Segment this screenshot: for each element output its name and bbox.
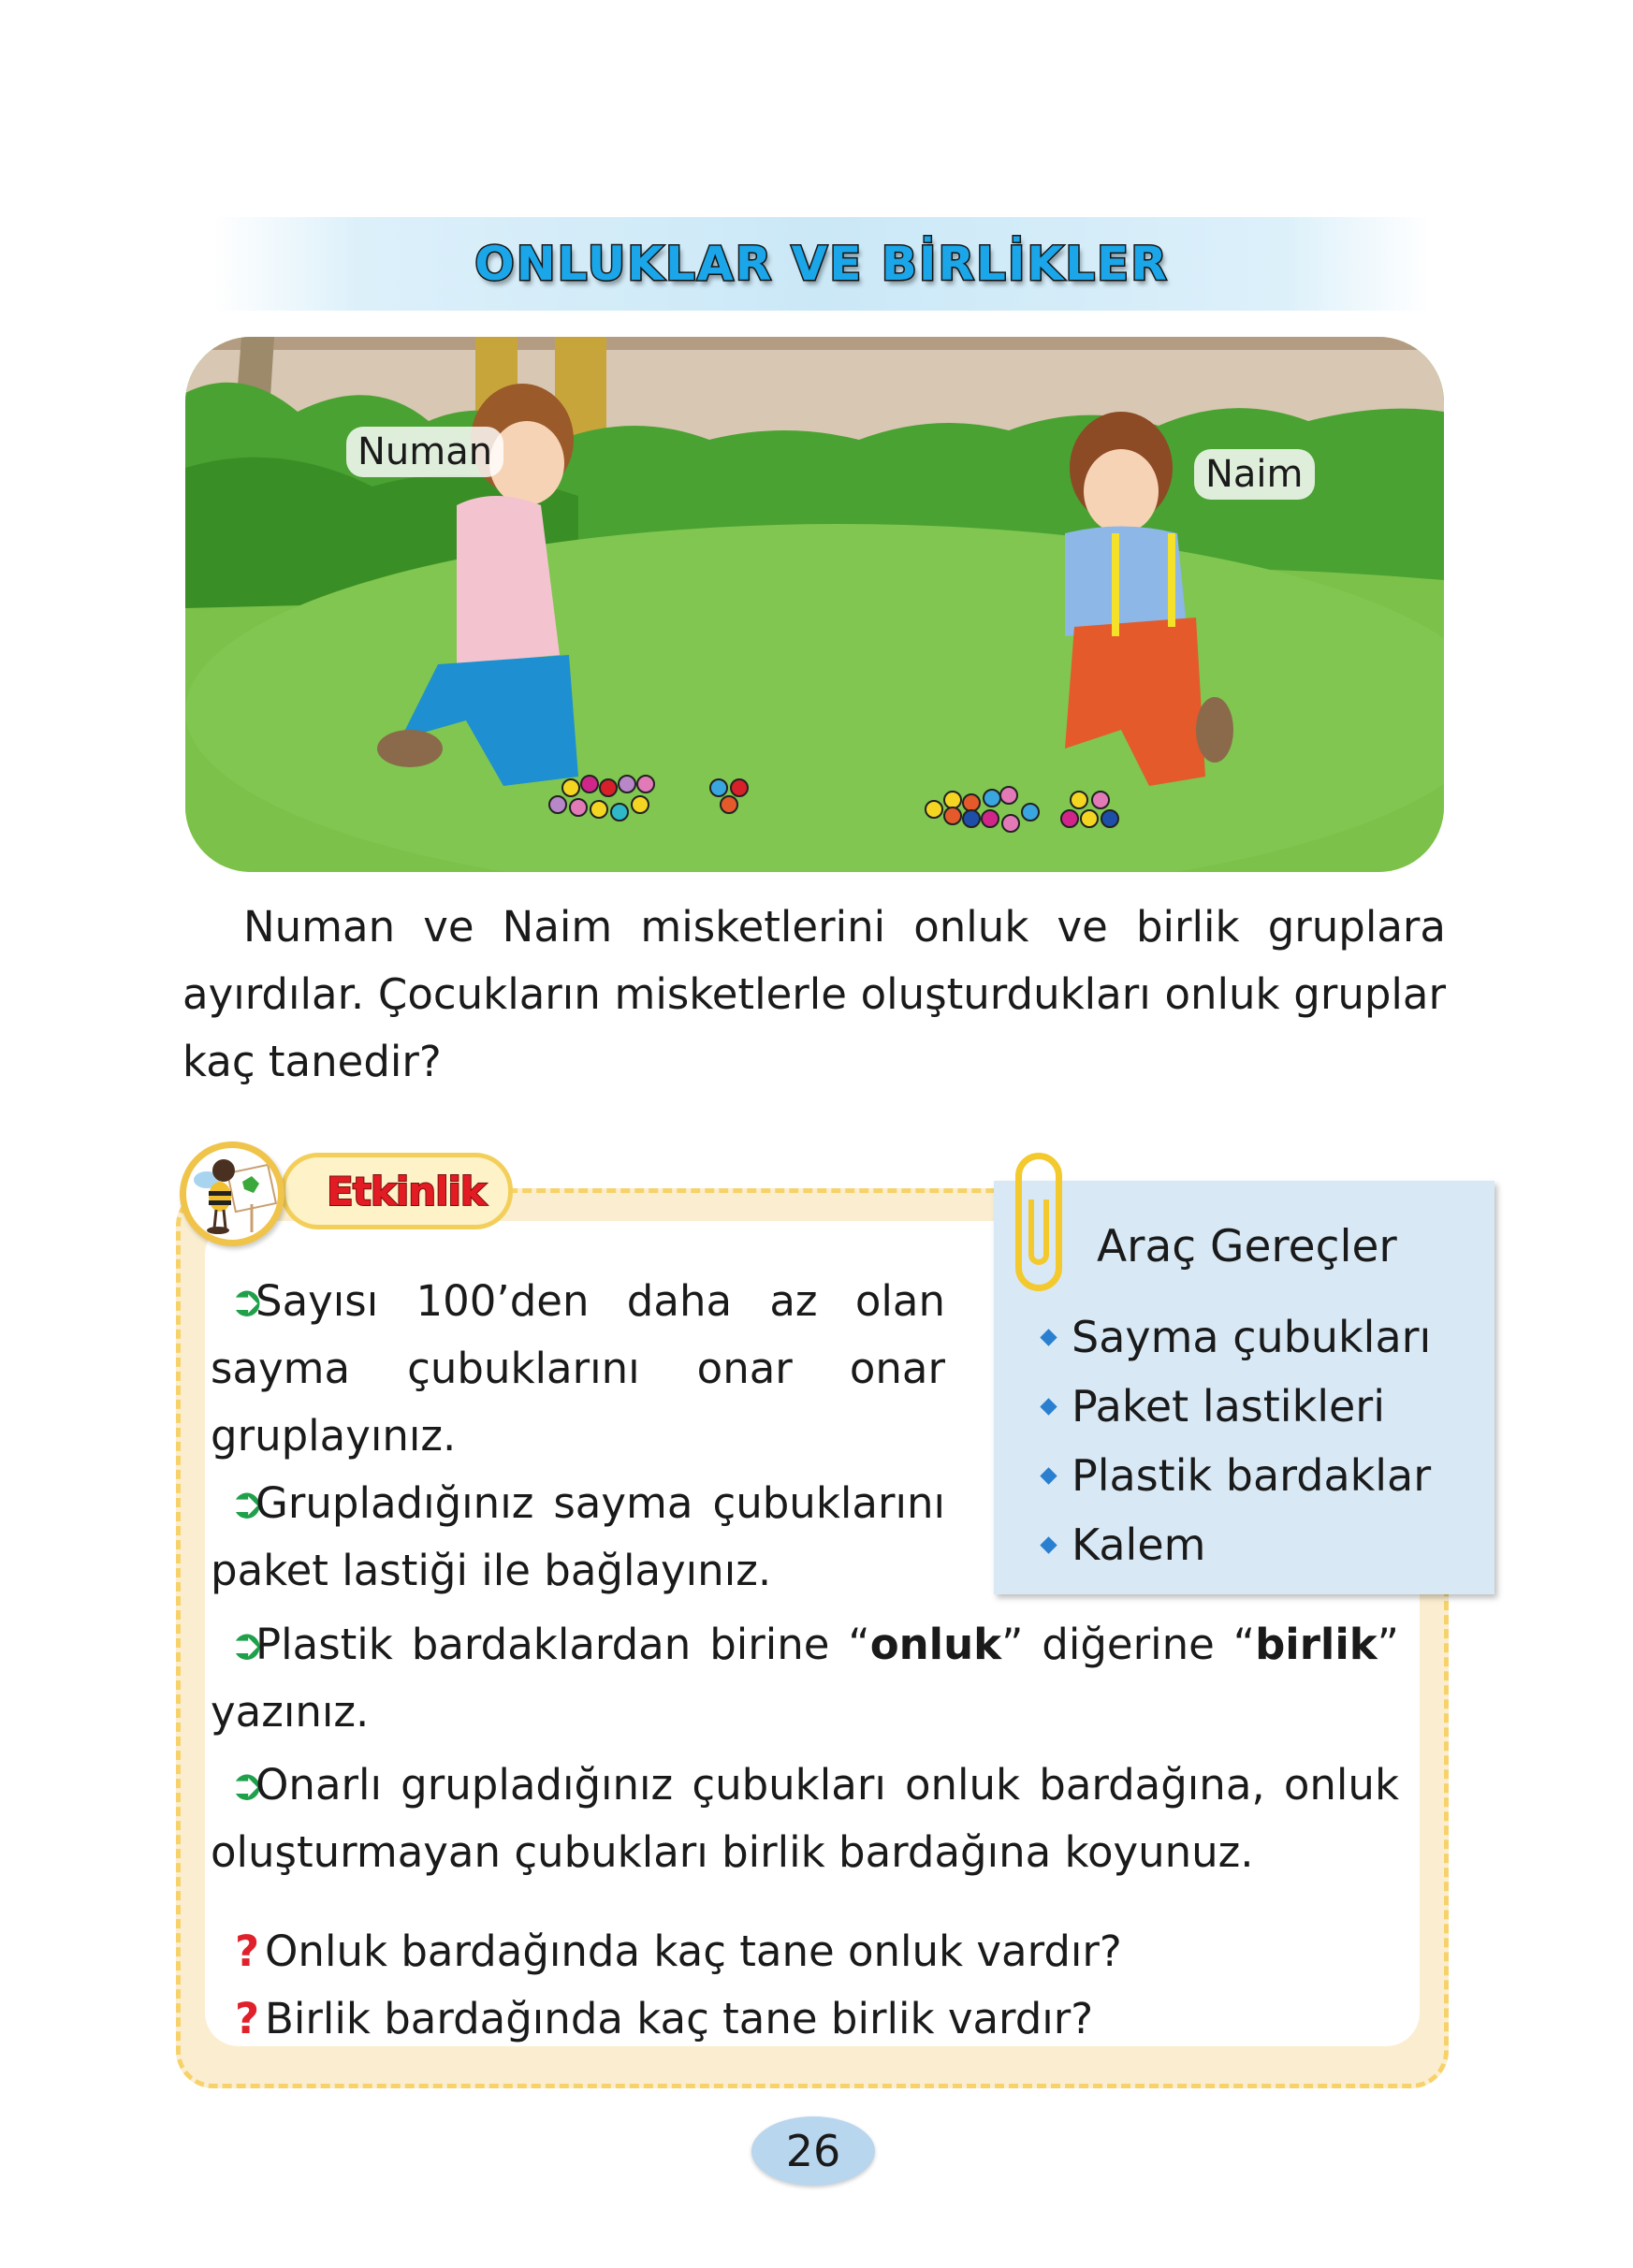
bee-icon xyxy=(186,1148,278,1240)
step-4 xyxy=(211,1752,1399,1886)
arrow-icon: ➲ xyxy=(229,1276,265,1326)
step-4-text: Onarlı grupladığınız çubukları onluk bardağına, onluk oluşturmayan çubukları birlik bardağına koyunuz. xyxy=(211,1760,1399,1877)
step-1 xyxy=(211,1268,945,1470)
step-3-text-c: ” yazınız. xyxy=(211,1620,1399,1737)
step-3-bold-onluk: onluk xyxy=(869,1620,1002,1669)
illustration-marbles xyxy=(185,337,1444,872)
activity-steps-top xyxy=(211,1268,945,1605)
step-2-text: Grupladığınız sayma çubuklarını paket lastiği ile bağlayınız. xyxy=(211,1478,945,1595)
materials-item-label: Paket lastikleri xyxy=(1072,1381,1385,1432)
materials-item-label: Plastik bardaklar xyxy=(1072,1450,1432,1501)
materials-title: Araç Gereçler xyxy=(1097,1221,1397,1272)
question-2 xyxy=(211,1985,1399,2053)
materials-item-label: Kalem xyxy=(1072,1519,1206,1570)
activity-badge xyxy=(281,1153,513,1229)
arrow-icon: ➲ xyxy=(229,1620,265,1669)
materials-item xyxy=(1042,1302,1431,1372)
scene-drawing xyxy=(185,337,1444,872)
arrow-icon: ➲ xyxy=(229,1478,265,1528)
activity-questions xyxy=(211,1918,1399,2053)
page-title: ONLUKLAR VE BİRLİKLER xyxy=(474,237,1169,291)
question-icon: ? xyxy=(235,1994,260,2043)
materials-item-label: Sayma çubukları xyxy=(1072,1312,1432,1362)
label-naim: Naim xyxy=(1194,449,1315,500)
step-3 xyxy=(211,1611,1399,1746)
step-2 xyxy=(211,1470,945,1605)
diamond-bullet-icon xyxy=(1040,1467,1057,1484)
materials-list xyxy=(1042,1302,1431,1579)
step-3-text-b: ” diğerine “ xyxy=(1001,1620,1256,1669)
diamond-bullet-icon xyxy=(1040,1329,1057,1345)
diamond-bullet-icon xyxy=(1040,1398,1057,1415)
activity-steps-bottom xyxy=(211,1611,1399,1886)
materials-item xyxy=(1042,1510,1431,1579)
step-3-text-a: Plastik bardaklardan birine “ xyxy=(255,1620,870,1669)
step-1-text: Sayısı 100’den daha az olan sayma çubuklarını onar onar gruplayınız. xyxy=(211,1276,945,1461)
activity-badge-label: Etkinlik xyxy=(327,1168,486,1214)
step-3-bold-birlik: birlik xyxy=(1255,1620,1378,1669)
question-2-text: Birlik bardağında kaç tane birlik vardır? xyxy=(265,1994,1094,2043)
page-number: 26 xyxy=(751,2116,875,2186)
bee-painter-icon xyxy=(180,1141,284,1246)
label-numan: Numan xyxy=(346,427,503,477)
arrow-icon: ➲ xyxy=(229,1760,265,1810)
paperclip-inner xyxy=(1028,1199,1049,1265)
intro-text: Numan ve Naim misketlerini onluk ve birlik gruplara ayırdılar. Çocukların misketlerle oluşturdukları onluk gruplar kaç tanedir? xyxy=(182,902,1446,1086)
title-banner xyxy=(213,217,1430,311)
materials-item xyxy=(1042,1441,1431,1510)
question-1-text: Onluk bardağında kaç tane onluk vardır? xyxy=(265,1926,1122,1976)
diamond-bullet-icon xyxy=(1040,1536,1057,1553)
materials-note xyxy=(994,1181,1494,1594)
materials-item xyxy=(1042,1372,1431,1441)
intro-paragraph xyxy=(182,894,1446,1096)
question-icon: ? xyxy=(235,1926,260,1976)
question-1 xyxy=(211,1918,1399,1985)
